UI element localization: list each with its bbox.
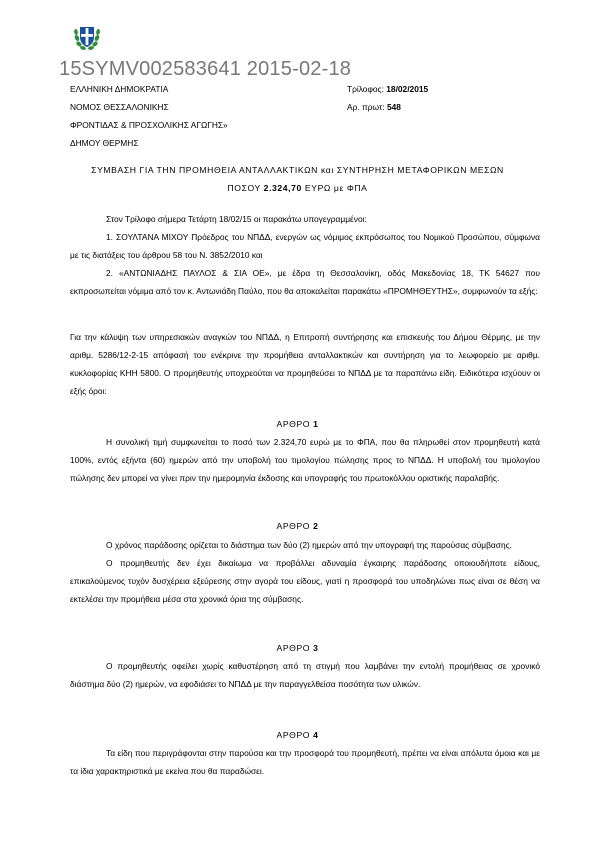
article-heading: ΑΡΘΡΟ 1 xyxy=(276,419,319,429)
article-heading: ΑΡΘΡΟ 2 xyxy=(276,521,319,531)
registry-stamp: 15SYMV002583641 2015-02-18 xyxy=(59,58,352,80)
document-subtitle: ΠΟΣΟΥ 2.324,70 ΕΥΡΩ με ΦΠΑ xyxy=(227,183,368,193)
preamble-section xyxy=(70,328,540,400)
header-line: ΕΛΛΗΝΙΚΗ ΔΗΜΟΚΡΑΤΙΑ xyxy=(70,84,169,94)
preamble-text: Για την κάλυψη των υπηρεσιακών αναγκών του ΝΠΔΔ, η Επιτροπή συντήρησης και επισκευής του Δήμου Θέρμης, με την αριθμ. 5286/12-2-15 απόφασή του ενέκρινε την προμήθεια ανταλλακτικών και συντήρηση για το λεωφορείο με αριθμ. κυκλοφορίας ΚΗΗ 5800. Ο προμηθευτής υποχρεούται να προμηθεύσει το ΝΠΔΔ με τα παραπάνω είδη. Ειδικότερα ισχύουν οι εξής όροι: xyxy=(70,332,540,396)
article-body xyxy=(70,433,540,487)
article-paragraph: Ο προμηθευτής δεν έχει δικαίωμα να προβάλλει αδυναμία έγκαιρης παράδοσης οποιουδήποτε είδους, επικαλούμενος τυχόν δυσχέρεια εξεύρεσης στην αγορά του είδους, γιατί η προσφορά του υποδηλώνει πως είναι σε θέση να εκτελέσει την προμήθεια μέσα στα χρονικά όρια της σύμβασης. xyxy=(70,558,540,604)
article-body xyxy=(70,744,540,780)
party-two: 2. «ΑΝΤΩΝΙΑΔΗΣ ΠΑΥΛΟΣ & ΣΙΑ ΟΕ», με έδρα τη Θεσσαλονίκη, οδός Μακεδονίας 18, ΤΚ 54627 που εκπροσωπείται νόμιμα από τον κ. Αντωνιάδη Παύλο, που θα αποκαλείται παρακάτω «ΠΡΟΜΗΘΕΥΤΗΣ», συμφωνούν τα εξής: xyxy=(70,268,540,296)
parties-section xyxy=(70,210,540,300)
intro-text: Στον Τρίλοφο σήμερα Τετάρτη 18/02/15 οι παρακάτω υπογεγραμμένοι: xyxy=(106,214,367,224)
party-one: 1. ΣΟΥΛΤΑΝΑ ΜΙΧΟΥ Πρόεδρος του ΝΠΔΔ, ενεργών ως νόμιμος εκπρόσωπος του Νομικού Προσώπου, σύμφωνα με τις διατάξεις του άρθρου 58 του Ν. 3852/2010 και xyxy=(70,232,540,260)
place-date: Τρίλοφος: 18/02/2015 xyxy=(347,84,429,94)
article-paragraph: Η συνολική τιμή συμφωνείται το ποσό των 2.324,70 ευρώ με το ΦΠΑ, που θα πληρωθεί στον προμηθευτή κατά 100%, εντός εξήντα (60) ημερών από την υποβολή του τιμολογίου πώλησης προς το ΝΠΔΔ. Η υποβολή του τιμολογίου πώλησης δεν μπορεί να γίνει πριν την ημερομηνία έκδοσης και υπογραφής του πρωτοκόλλου οριστικής παραλαβής. xyxy=(70,437,540,483)
article-body xyxy=(70,657,540,693)
header-line: ΔΗΜΟΥ ΘΕΡΜΗΣ xyxy=(70,138,139,148)
greek-coat-of-arms-icon xyxy=(72,22,102,52)
article-heading: ΑΡΘΡΟ 3 xyxy=(276,643,319,653)
article-body xyxy=(70,536,540,608)
protocol-number: Αρ. πρωτ: 548 xyxy=(347,102,401,112)
header-line: ΝΟΜΟΣ ΘΕΣΣΑΛΟΝΙΚΗΣ xyxy=(70,102,169,112)
article-paragraph: Ο χρόνος παράδοσης ορίζεται το διάστημα των δύο (2) ημερών από την υπογραφή της παρούσας σύμβασης. xyxy=(106,540,512,550)
header-line: ΦΡΟΝΤΙΔΑΣ & ΠΡΟΣΧΟΛΙΚΗΣ ΑΓΩΓΗΣ» xyxy=(70,120,228,130)
document-title: ΣΥΜΒΑΣΗ ΓΙΑ ΤΗΝ ΠΡΟΜΗΘΕΙΑ ΑΝΤΑΛΛΑΚΤΙΚΩΝ και ΣΥΝΤΗΡΗΣΗ ΜΕΤΑΦΟΡΙΚΩΝ ΜΕΣΩΝ xyxy=(91,165,504,175)
article-paragraph: Τα είδη που περιγράφονται στην παρούσα και την προσφορά του προμηθευτή, πρέπει να είναι απόλυτα όμοια και με τα ίδια χαρακτηριστικά με εκείνα που θα παραδώσει. xyxy=(70,748,540,776)
article-heading: ΑΡΘΡΟ 4 xyxy=(276,730,319,740)
article-paragraph: Ο προμηθευτής οφείλει χωρίς καθυστέρηση από τη στιγμή που λαμβάνει την εντολή προμήθειας σε χρονικό διάστημα δύο (2) ημερών, να εφοδιάσει το ΝΠΔΔ με την παραγγελθείσα ποσότητα των υλικών. xyxy=(70,661,540,689)
